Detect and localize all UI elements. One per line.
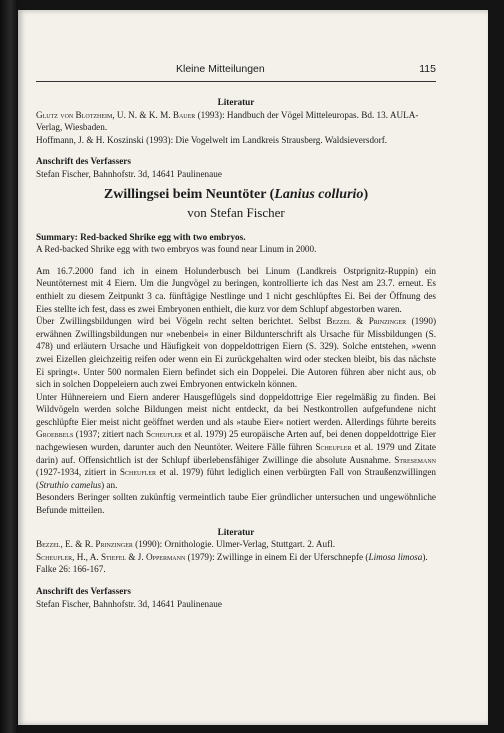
body-paragraph-4: Besonders Beringer sollten zukünftig vermeintlich taube Eier gründlicher untersuchen und ungewöhnliche Befunde mitteilen. xyxy=(36,492,436,516)
para3-a: Unter Hühnereiern und Eiern anderer Hausgeflügels sind doppeldottrige Eier regelmäßig zu finden. Bei Wildvögeln werden solche Bildungen meist nicht entdeckt, da bei Nestkontrollen aufgefundene nicht geschlüpfte Eier meist nicht geöffnet werden und als »taube Eier« notiert werden. Allerdings führte bereits xyxy=(36,391,436,427)
body-paragraph-2 xyxy=(36,315,436,391)
summary-heading: Summary: Red-backed Shrike egg with two embryos. xyxy=(36,231,246,242)
prev-reference-1 xyxy=(36,109,436,134)
para3-citation-1: Groebbels xyxy=(36,429,74,440)
ref2-latin: Limosa limosa xyxy=(368,551,423,562)
literature-heading: Literatur xyxy=(217,526,255,537)
page-content xyxy=(36,96,436,610)
ref2-b: ). Falke 26: 166-167. xyxy=(36,551,428,575)
para2-b: (1990) erwähnen Zwillingsbildungen nur »nebenbei« in einer Bildunterschrift als Ursache für Missbildungen (S. 478) und erläutern Ursache und Häufigkeit von doppeldottrigen Eiern (S. 329). Solche entstehen, »wenn zwei Eizellen gleichzeitig reifen oder wenn ein Ei zurückgehalten wird oder stecken bleibt, bis das nächste Ei springt«. Unter 500 normalen Eiern befindet sich ein Doppelei. Die Autoren führen aber nicht aus, ob sich in solchen Doppeleiern auch zwei Embryonen entwickeln können. xyxy=(36,316,437,390)
article-author: von Stefan Fischer xyxy=(187,204,285,220)
ref1-authors: Bezzel, E. & R. Prinzinger xyxy=(36,539,133,550)
title-latin: Lanius collurio xyxy=(274,186,364,202)
para3-citation-4: Stresemann xyxy=(394,454,436,465)
page-number: 115 xyxy=(419,63,436,75)
para2-citation: Bezzel & Prinzinger xyxy=(326,316,407,327)
prev-literature-heading: Literatur xyxy=(217,97,255,107)
title-suffix: ) xyxy=(363,186,369,202)
address-heading: Anschrift des Verfassers xyxy=(36,586,131,596)
para3-d: et al. 1979 und Zitate darin) auf. Offensichtlich ist der Schlupf überlebensfähiger Zwillinge die absolute Ausnahme. xyxy=(36,442,436,465)
running-title: Kleine Mitteilungen xyxy=(176,63,265,75)
prev-address-text: Stefan Fischer, Bahnhofstr. 3d, 14641 Paulinenaue xyxy=(36,168,222,179)
body-paragraph-1: Am 16.7.2000 fand ich in einem Holunderbusch bei Linum (Landkreis Ostprignitz-Ruppin) ein Neuntöternest mit 4 Eiern. Um die Jungvögel zu beringen, kontrollierte ich das Nest am 23.7. erneut. Es enthielt zu diesem Zeitpunkt 3 ca. fünftägige Nestlinge und 1 nicht geschlüpftes Ei. Bei der Öffnung des Eies stellte ich fest, dass es zwei Embryonen enthielt, die kurz vor dem Schlupf abgestorben waren. xyxy=(36,265,436,314)
para3-citation-2: Scheufler xyxy=(146,429,183,440)
para3-c: et al. 1979) 25 europäische Arten auf, bei denen doppeldottrige Eier nachgewiesen wurden, darunter auch den Neuntöter. Weitere Fälle führen xyxy=(36,429,436,453)
title-prefix: Zwillingsei beim Neuntöter ( xyxy=(103,186,275,202)
para3-citation-3: Scheufler xyxy=(315,442,352,453)
address-text: Stefan Fischer, Bahnhofstr. 3d, 14641 Paulinenaue xyxy=(36,598,222,609)
para2-a: Über Zwillingsbildungen wird bei Vögeln recht selten berichtet. Selbst xyxy=(36,316,327,327)
para3-f: et al. 1979) führt lediglich einen verbürgten Fall von Straußenzwillingen ( xyxy=(36,467,436,490)
para3-g: ) an. xyxy=(101,479,118,490)
body-paragraph-3 xyxy=(36,391,436,492)
reference-2 xyxy=(36,551,436,576)
para3-e: (1927-1934, zitiert in xyxy=(36,467,120,478)
summary-text: A Red-backed Shrike egg with two embryos was found near Linum in 2000. xyxy=(36,244,317,255)
book-spine-shadow xyxy=(0,0,18,733)
prev-ref1-authors: Glutz von Blotzheim, U. N. & K. M. Bauer xyxy=(36,109,196,120)
article-title xyxy=(36,186,436,204)
ref2-authors: Scheufler, H., A. Stiefel & J. Oppermann xyxy=(36,551,186,562)
ref2-a: (1979): Zwillinge in einem Ei der Uferschnepfe ( xyxy=(185,551,369,562)
para3-citation-5: Scheufler xyxy=(119,467,157,478)
ref1-rest: (1990): Ornithologie. Ulmer-Verlag, Stuttgart. 2. Aufl. xyxy=(132,539,336,550)
prev-reference-2: Hoffmann, J. & H. Koszinski (1993): Die Vogelwelt im Landkreis Strausberg. Waldsieversdorf. xyxy=(36,134,388,145)
para3-latin: Struthio camelus xyxy=(39,479,102,490)
header-rule xyxy=(36,81,436,82)
para3-b: (1937; zitiert nach xyxy=(73,429,147,440)
prev-ref1-rest: (1993): Handbuch der Vögel Mitteleuropas. Bd. 13. AULA-Verlag, Wiesbaden. xyxy=(36,109,419,133)
prev-address-heading: Anschrift des Verfassers xyxy=(36,156,131,167)
reference-1 xyxy=(36,538,436,551)
